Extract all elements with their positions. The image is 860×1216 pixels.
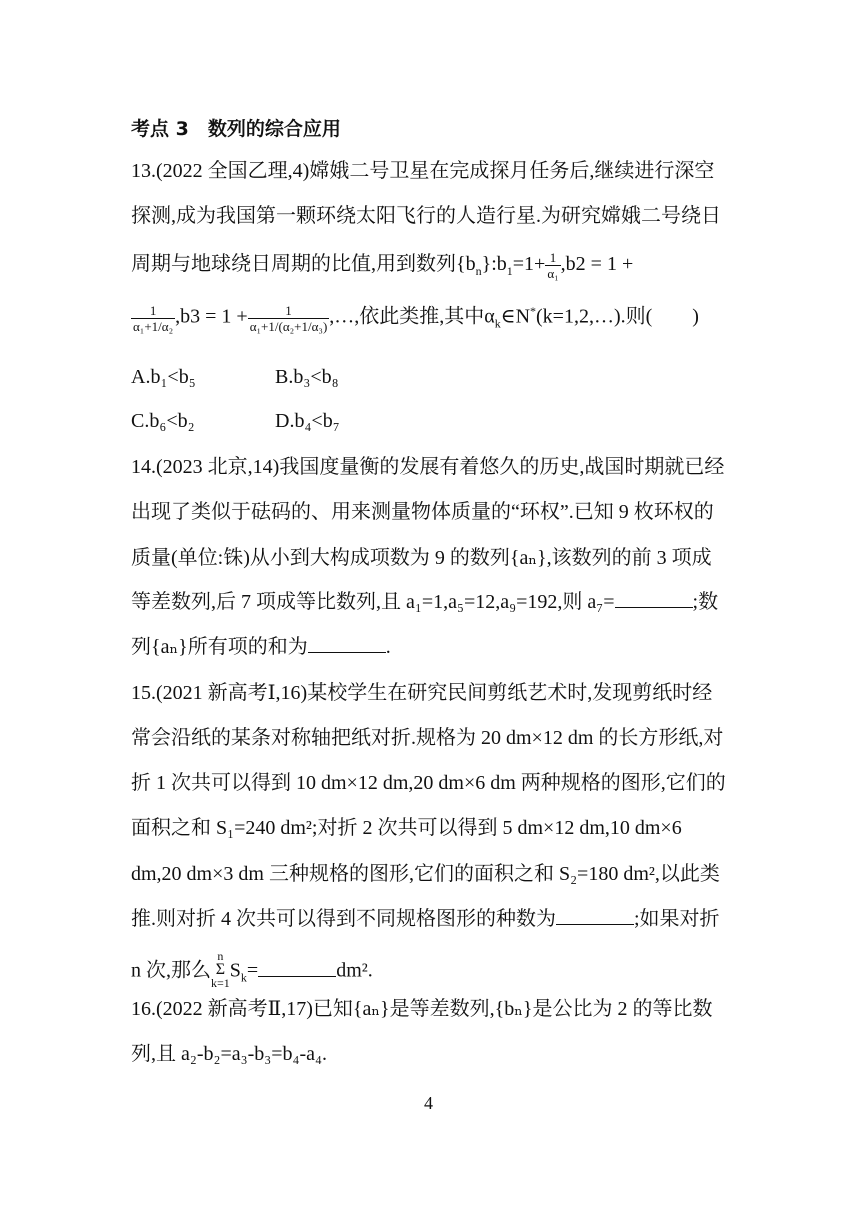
- q13-sup-star: *: [530, 304, 537, 318]
- q14-line-4: [131, 589, 718, 615]
- q13-line-4-post: ,…,依此类推,其中α: [329, 305, 495, 328]
- q15-line-6-pre: 推.则对折 4 次共可以得到不同规格图形的种数为: [131, 908, 556, 930]
- q15-blank-sum[interactable]: [258, 958, 336, 977]
- q15-line-7-pre: n 次,那么: [131, 959, 211, 982]
- page-number: 4: [424, 1093, 433, 1113]
- q15-line-3: 折 1 次共可以得到 10 dm×12 dm,20 dm×6 dm 两种规格的图形,它们的: [131, 772, 726, 794]
- q15-sub-k: k: [240, 970, 247, 985]
- q14-line-5-pre: 列{aₙ}所有项的和为: [131, 636, 308, 658]
- q14-line-2: 出现了类似于砝码的、用来测量物体质量的“环权”.已知 9 枚环权的: [131, 501, 714, 523]
- q13-option-a[interactable]: A.b₁<b₅: [131, 366, 196, 388]
- q16-line-2: 列,且 a₂-b₂=a₃-b₃=b₄-a₄.: [131, 1043, 328, 1065]
- q15-line-6-post: ;如果对折: [634, 908, 720, 930]
- q15-line-6: [131, 906, 720, 932]
- q13-line-4-end: (k=1,2,…).则( ): [536, 305, 699, 328]
- q14-line-3: 质量(单位:铢)从小到大构成项数为 9 的数列{aₙ},该数列的前 3 项成: [131, 547, 712, 569]
- section-heading: 考点 3 数列的综合应用: [131, 118, 341, 140]
- q13-fraction-1: $\frac{1}{\text{α₁}}$: [547, 250, 559, 281]
- q14-blank-a7[interactable]: [615, 589, 693, 608]
- q15-line-7-post: dm².: [336, 959, 373, 982]
- q13-line-2: 探测,成为我国第一颗环绕太阳飞行的人造行星.为研究嫦娥二号绕日: [131, 205, 721, 227]
- q16-line-1: 16.(2022 新高考Ⅱ,17)已知{aₙ}是等差数列,{bₙ}是公比为 2 的等比数: [131, 998, 713, 1020]
- q14-line-5: [131, 634, 391, 660]
- q13-line-3-eq: =1+: [512, 253, 546, 276]
- q13-line-3-post: ,b2 = 1 +: [560, 253, 634, 276]
- q13-line-4-mid: ,b3 = 1 +: [175, 305, 248, 328]
- q15-line-2: 常会沿纸的某条对称轴把纸对折.规格为 20 dm×12 dm 的长方形纸,对: [131, 727, 724, 749]
- q13-sub-n: n: [475, 264, 482, 279]
- summation-symbol: n Σ k=1: [211, 949, 230, 990]
- q13-line-3-mid: }:b: [481, 253, 507, 276]
- q13-fraction-2: $\frac{1}{\text{α₁+1/α₂}}$: [133, 302, 174, 334]
- q13-option-b[interactable]: B.b₃<b₈: [275, 366, 339, 388]
- q13-line-3-pre: 周期与地球绕日周期的比值,用到数列{b: [131, 253, 476, 276]
- q13-option-d[interactable]: D.b₄<b₇: [275, 410, 340, 432]
- q13-sub-1: 1: [506, 264, 513, 279]
- q15-blank-kinds[interactable]: [556, 906, 634, 925]
- q13-line-1: 13.(2022 全国乙理,4)嫦娥二号卫星在完成探月任务后,继续进行深空: [131, 160, 715, 182]
- q13-fraction-3: $\frac{1}{\text{α₁+1/(α₂+1/α₃)}}$: [249, 302, 328, 334]
- q15-line-7-mid: S: [229, 959, 241, 982]
- q14-line-4-post: ;数: [692, 591, 719, 613]
- q15-line-7: [131, 949, 373, 992]
- q13-sub-k: k: [494, 316, 501, 331]
- q13-line-4: [131, 298, 699, 337]
- q13-line-3: [131, 250, 633, 284]
- q15-line-1: 15.(2021 新高考Ⅰ,16)某校学生在研究民间剪纸艺术时,发现剪纸时经: [131, 682, 713, 704]
- q14-line-4-pre: 等差数列,后 7 项成等比数列,且 a₁=1,a₅=12,a₉=192,则 a₇=: [131, 591, 615, 613]
- q14-line-1: 14.(2023 北京,14)我国度量衡的发展有着悠久的历史,战国时期就已经: [131, 456, 725, 478]
- q15-line-5: dm,20 dm×3 dm 三种规格的图形,它们的面积之和 S₂=180 dm²,以此类: [131, 863, 720, 885]
- q13-option-c[interactable]: C.b₆<b₂: [131, 410, 195, 432]
- q14-blank-sum[interactable]: [308, 634, 386, 653]
- q14-line-5-post: .: [385, 636, 391, 658]
- q15-line-4: 面积之和 S₁=240 dm²;对折 2 次共可以得到 5 dm×12 dm,10 dm×6: [131, 817, 682, 839]
- q13-line-4-tail: ∈N: [500, 305, 531, 328]
- q15-line-7-eq: =: [246, 959, 259, 982]
